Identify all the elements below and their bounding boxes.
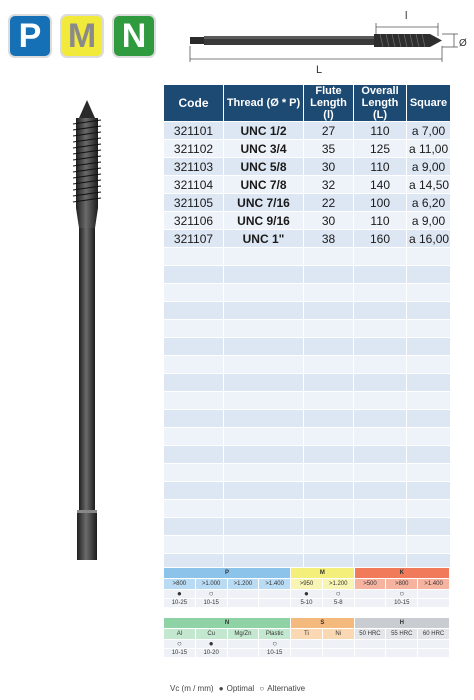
empty-cell	[224, 536, 304, 554]
table-row-empty	[164, 410, 451, 428]
tap-tool-image	[62, 100, 112, 565]
legend-optimal-symbol: ●	[218, 684, 224, 693]
suitability-mark	[227, 640, 259, 649]
material-badge-n: N	[112, 14, 156, 58]
empty-cell	[164, 518, 224, 536]
suitability-mark: ●	[164, 590, 196, 599]
cell-flute-length: 38	[304, 230, 354, 248]
table-row	[164, 194, 451, 212]
cell-overall-length: 125	[354, 140, 407, 158]
cell-square: a 6,20	[407, 194, 451, 212]
material-subgroup: Cu	[195, 629, 227, 640]
empty-cell	[164, 428, 224, 446]
cell-square: a 16,00	[407, 230, 451, 248]
header-overall-length: Overall Length (L)	[354, 85, 407, 122]
cell-square: a 9,00	[407, 158, 451, 176]
empty-cell	[354, 518, 407, 536]
table-row-empty	[164, 464, 451, 482]
empty-cell	[164, 392, 224, 410]
empty-cell	[224, 356, 304, 374]
empty-cell	[304, 518, 354, 536]
suitability-mark	[386, 640, 418, 649]
cell-thread: UNC 3/4	[224, 140, 304, 158]
empty-cell	[407, 446, 451, 464]
empty-cell	[164, 356, 224, 374]
table-row	[164, 176, 451, 194]
table-row-empty	[164, 446, 451, 464]
cell-thread: UNC 1"	[224, 230, 304, 248]
cell-code: 321101	[164, 122, 224, 140]
empty-cell	[407, 338, 451, 356]
cutting-speed	[259, 599, 291, 608]
material-subgroup: >1.400	[259, 579, 291, 590]
material-subgroup: >500	[354, 579, 386, 590]
empty-cell	[304, 338, 354, 356]
material-subgroup: >1.400	[418, 579, 450, 590]
empty-cell	[224, 446, 304, 464]
empty-cell	[407, 392, 451, 410]
empty-cell	[407, 428, 451, 446]
empty-cell	[407, 284, 451, 302]
overall-length-label: L	[316, 64, 323, 76]
table-row-empty	[164, 320, 451, 338]
material-group-n: N	[164, 618, 291, 629]
empty-cell	[224, 302, 304, 320]
empty-cell	[354, 536, 407, 554]
cutting-speed	[354, 649, 386, 658]
table-row-empty	[164, 392, 451, 410]
material-table-top	[163, 567, 450, 608]
material-badge-m: M	[60, 14, 104, 58]
cutting-speed	[291, 649, 323, 658]
suitability-mark	[418, 590, 450, 599]
empty-cell	[407, 464, 451, 482]
table-row-empty	[164, 500, 451, 518]
empty-cell	[407, 410, 451, 428]
empty-cell	[407, 374, 451, 392]
cell-thread: UNC 7/8	[224, 176, 304, 194]
empty-cell	[354, 392, 407, 410]
empty-cell	[354, 338, 407, 356]
empty-cell	[304, 536, 354, 554]
cell-code: 321104	[164, 176, 224, 194]
empty-cell	[354, 248, 407, 266]
empty-cell	[304, 500, 354, 518]
cell-code: 321103	[164, 158, 224, 176]
flute-length-label: l	[405, 10, 408, 22]
table-row-empty	[164, 284, 451, 302]
table-row-empty	[164, 518, 451, 536]
empty-cell	[164, 248, 224, 266]
material-group-m: M	[291, 568, 355, 579]
cell-flute-length: 30	[304, 212, 354, 230]
cutting-speed	[386, 649, 418, 658]
material-group-p: P	[164, 568, 291, 579]
empty-cell	[164, 536, 224, 554]
cell-code: 321102	[164, 140, 224, 158]
cutting-speed: 10-20	[195, 649, 227, 658]
cell-flute-length: 35	[304, 140, 354, 158]
empty-cell	[224, 500, 304, 518]
cell-flute-length: 30	[304, 158, 354, 176]
material-group-h: H	[354, 618, 449, 629]
suitability-mark: ○	[164, 640, 196, 649]
empty-cell	[407, 302, 451, 320]
cutting-speed	[322, 649, 354, 658]
empty-cell	[304, 266, 354, 284]
empty-cell	[354, 356, 407, 374]
empty-cell	[164, 374, 224, 392]
table-row	[164, 122, 451, 140]
empty-cell	[407, 536, 451, 554]
cell-overall-length: 140	[354, 176, 407, 194]
empty-cell	[354, 500, 407, 518]
empty-cell	[304, 302, 354, 320]
empty-cell	[164, 482, 224, 500]
table-row-empty	[164, 536, 451, 554]
material-subgroup: 55 HRC	[386, 629, 418, 640]
empty-cell	[304, 248, 354, 266]
cell-thread: UNC 5/8	[224, 158, 304, 176]
cutting-speed	[354, 599, 386, 608]
material-subgroup: Al	[164, 629, 196, 640]
cell-thread: UNC 9/16	[224, 212, 304, 230]
suitability-mark: ●	[291, 590, 323, 599]
cell-flute-length: 22	[304, 194, 354, 212]
empty-cell	[224, 266, 304, 284]
cutting-speed: 10-15	[195, 599, 227, 608]
cell-thread: UNC 7/16	[224, 194, 304, 212]
table-row-empty	[164, 302, 451, 320]
cell-overall-length: 100	[354, 194, 407, 212]
material-subgroup: Plastic	[259, 629, 291, 640]
empty-cell	[164, 320, 224, 338]
table-row-empty	[164, 374, 451, 392]
cell-square: a 11,00	[407, 140, 451, 158]
table-row-empty	[164, 482, 451, 500]
empty-cell	[407, 266, 451, 284]
cell-overall-length: 110	[354, 158, 407, 176]
table-row	[164, 230, 451, 248]
empty-cell	[407, 482, 451, 500]
suitability-mark	[354, 640, 386, 649]
empty-cell	[304, 356, 354, 374]
empty-cell	[304, 392, 354, 410]
material-table-bottom	[163, 617, 450, 658]
material-subgroup: Mg/Zn	[227, 629, 259, 640]
suitability-mark	[291, 640, 323, 649]
cutting-speed: 10-15	[259, 649, 291, 658]
material-subgroup: Ni	[322, 629, 354, 640]
empty-cell	[407, 518, 451, 536]
empty-cell	[354, 464, 407, 482]
legend-alternative: Alternative	[267, 684, 306, 693]
cutting-speed	[418, 599, 450, 608]
empty-cell	[224, 284, 304, 302]
empty-cell	[304, 428, 354, 446]
cell-code: 321106	[164, 212, 224, 230]
empty-cell	[354, 266, 407, 284]
table-row-empty	[164, 428, 451, 446]
table-row-empty	[164, 356, 451, 374]
empty-cell	[304, 410, 354, 428]
suitability-mark	[259, 590, 291, 599]
empty-cell	[354, 302, 407, 320]
empty-cell	[224, 392, 304, 410]
empty-cell	[224, 320, 304, 338]
table-row	[164, 212, 451, 230]
empty-cell	[354, 410, 407, 428]
material-subgroup: >950	[291, 579, 323, 590]
material-group-s: S	[291, 618, 355, 629]
empty-cell	[304, 320, 354, 338]
empty-cell	[304, 284, 354, 302]
legend-vc: Vc (m / mm)	[170, 684, 214, 693]
cell-overall-length: 160	[354, 230, 407, 248]
empty-cell	[164, 500, 224, 518]
cell-code: 321107	[164, 230, 224, 248]
cutting-speed: 5-10	[291, 599, 323, 608]
empty-cell	[164, 284, 224, 302]
table-row-empty	[164, 248, 451, 266]
empty-cell	[224, 428, 304, 446]
empty-cell	[224, 482, 304, 500]
empty-cell	[407, 500, 451, 518]
table-row	[164, 158, 451, 176]
header-code: Code	[164, 85, 224, 122]
cutting-speed: 10-15	[386, 599, 418, 608]
header-flute-length: Flute Length (l)	[304, 85, 354, 122]
material-subgroup: >1.200	[322, 579, 354, 590]
material-group-k: K	[354, 568, 449, 579]
empty-cell	[354, 446, 407, 464]
cell-overall-length: 110	[354, 212, 407, 230]
empty-cell	[164, 464, 224, 482]
suitability-mark: ○	[386, 590, 418, 599]
header-square: Square	[407, 85, 451, 122]
empty-cell	[224, 518, 304, 536]
empty-cell	[164, 302, 224, 320]
material-subgroup: >800	[164, 579, 196, 590]
empty-cell	[354, 374, 407, 392]
empty-cell	[304, 446, 354, 464]
cell-code: 321105	[164, 194, 224, 212]
suitability-mark: ○	[322, 590, 354, 599]
material-subgroup: 50 HRC	[354, 629, 386, 640]
header-thread: Thread (Ø * P)	[224, 85, 304, 122]
cutting-speed: 10-25	[164, 599, 196, 608]
material-subgroup: >1.000	[195, 579, 227, 590]
empty-cell	[164, 266, 224, 284]
legend-alternative-symbol: ○	[259, 684, 265, 693]
cutting-speed	[418, 649, 450, 658]
legend	[170, 684, 308, 693]
empty-cell	[164, 446, 224, 464]
empty-cell	[224, 338, 304, 356]
empty-cell	[354, 428, 407, 446]
empty-cell	[224, 464, 304, 482]
material-subgroup: >1.200	[227, 579, 259, 590]
empty-cell	[304, 464, 354, 482]
cutting-speed: 10-15	[164, 649, 196, 658]
empty-cell	[354, 482, 407, 500]
material-subgroup: >800	[386, 579, 418, 590]
table-row-empty	[164, 266, 451, 284]
cutting-speed	[227, 599, 259, 608]
empty-cell	[164, 410, 224, 428]
spec-table	[163, 84, 451, 572]
empty-cell	[164, 338, 224, 356]
empty-cell	[407, 320, 451, 338]
tap-dimension-diagram	[180, 10, 470, 80]
empty-cell	[224, 248, 304, 266]
table-row-empty	[164, 338, 451, 356]
spec-table-header	[164, 85, 451, 122]
suitability-mark: ○	[195, 590, 227, 599]
suitability-mark	[354, 590, 386, 599]
suitability-mark: ○	[259, 640, 291, 649]
cell-flute-length: 32	[304, 176, 354, 194]
material-subgroup: Ti	[291, 629, 323, 640]
empty-cell	[407, 356, 451, 374]
material-badge-p: P	[8, 14, 52, 58]
empty-cell	[224, 410, 304, 428]
cell-square: a 7,00	[407, 122, 451, 140]
table-row	[164, 140, 451, 158]
cell-square: a 14,50	[407, 176, 451, 194]
empty-cell	[304, 482, 354, 500]
suitability-mark	[227, 590, 259, 599]
material-subgroup: 60 HRC	[418, 629, 450, 640]
cell-thread: UNC 1/2	[224, 122, 304, 140]
empty-cell	[224, 374, 304, 392]
cell-flute-length: 27	[304, 122, 354, 140]
cell-overall-length: 110	[354, 122, 407, 140]
suitability-mark	[322, 640, 354, 649]
cell-square: a 9,00	[407, 212, 451, 230]
legend-optimal: Optimal	[226, 684, 255, 693]
empty-cell	[354, 284, 407, 302]
cutting-speed	[227, 649, 259, 658]
empty-cell	[304, 374, 354, 392]
diameter-label: Ø	[459, 38, 467, 49]
cutting-speed: 5-8	[322, 599, 354, 608]
suitability-mark: ●	[195, 640, 227, 649]
suitability-mark	[418, 640, 450, 649]
empty-cell	[354, 320, 407, 338]
empty-cell	[407, 248, 451, 266]
